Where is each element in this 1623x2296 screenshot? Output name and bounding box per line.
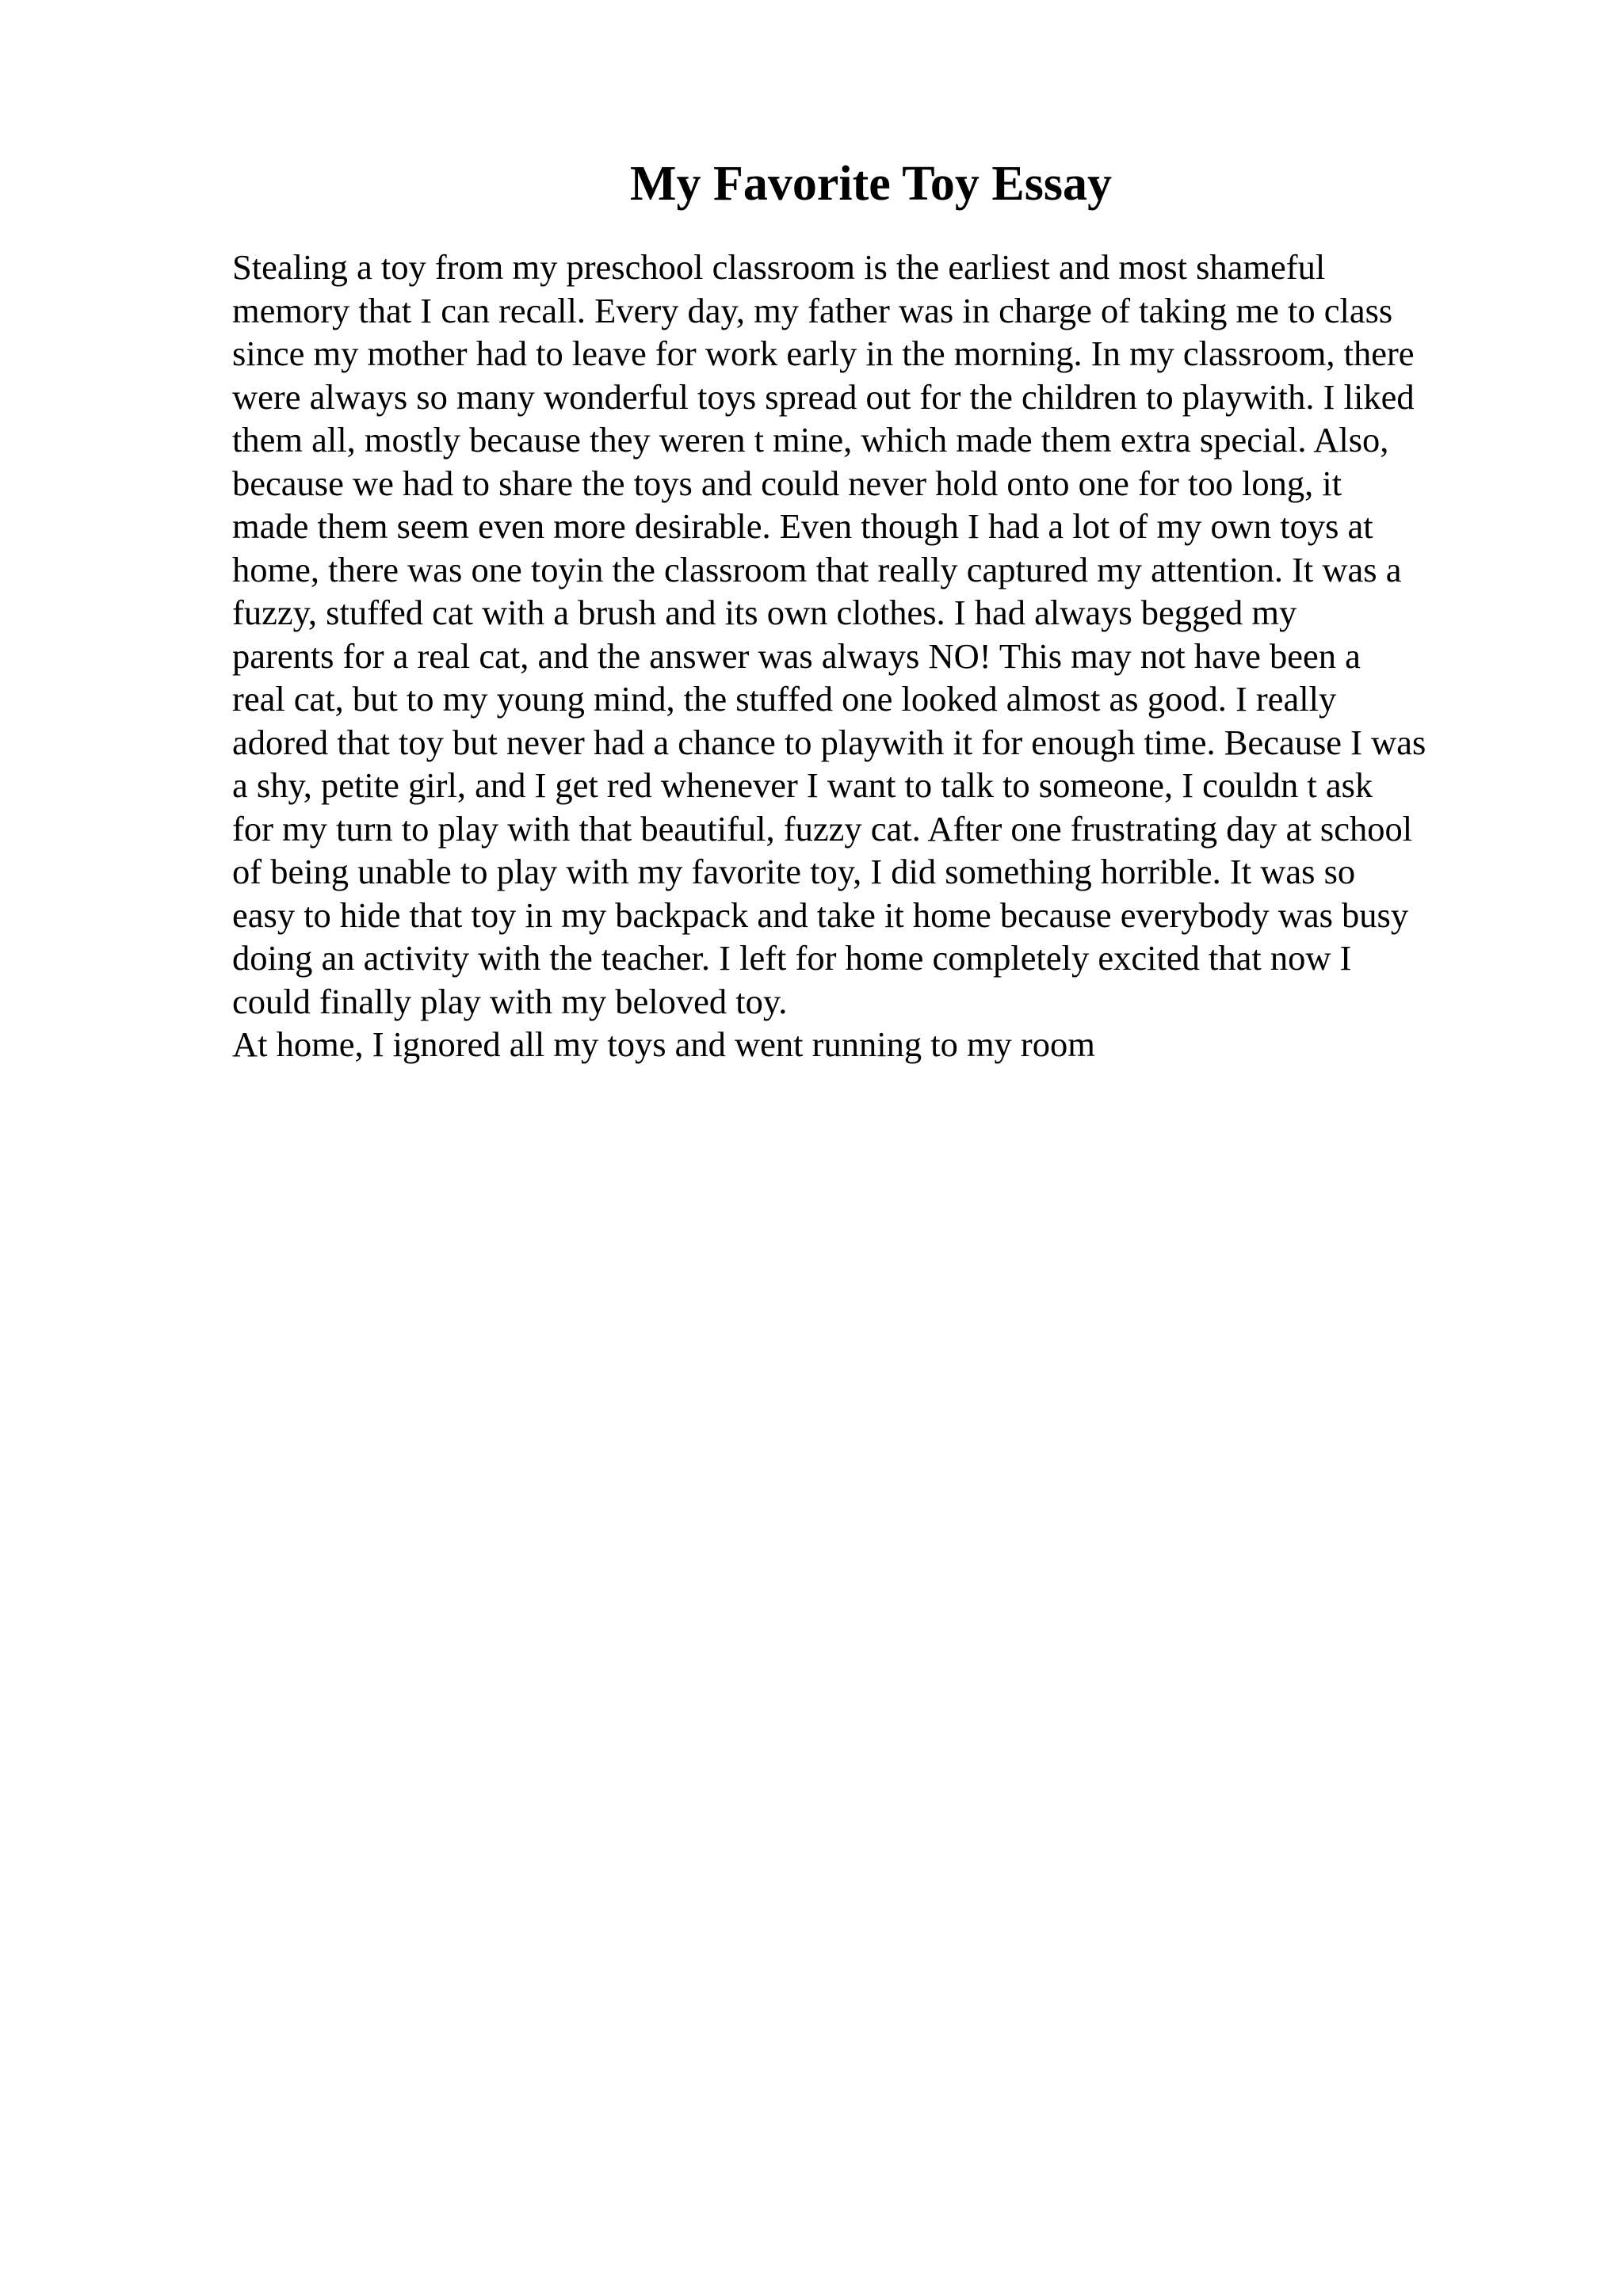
text-line: real cat, but to my young mind, the stuffed one looked almost as good. I really [232,679,1337,719]
text-line: easy to hide that toy in my backpack and take it home because everybody was busy [232,894,1409,935]
text-line: made them seem even more desirable. Even though I had a lot of my own toys at [232,506,1373,546]
text-line: home, there was one toyin the classroom that really captured my attention. It was a [232,549,1402,589]
text-line: parents for a real cat, and the answer was always NO! This may not have been a [232,635,1361,676]
text-line: them all, mostly because they weren t mine, which made them extra special. Also, [232,420,1389,460]
text-line: Stealing a toy from my preschool classroom is the earliest and most shameful [232,247,1326,287]
page-title: My Favorite Toy Essay [630,157,1112,211]
text-line: fuzzy, stuffed cat with a brush and its own clothes. I had always begged my [232,593,1297,632]
text-line: could finally play with my beloved toy. [232,981,788,1021]
text-line: adored that toy but never had a chance to playwith it for enough time. Because I was [232,722,1426,762]
text-line: At home, I ignored all my toys and went running to my room [232,1024,1095,1064]
text-line: of being unable to play with my favorite toy, I did something horrible. It was so [232,852,1356,891]
text-line: doing an activity with the teacher. I left for home completely excited that now I [232,938,1352,978]
text-line: because we had to share the toys and could never hold onto one for too long, it [232,463,1342,503]
text-line: for my turn to play with that beautiful, fuzzy cat. After one frustrating day at school [232,808,1413,849]
text-line: memory that I can recall. Every day, my father was in charge of taking me to class [232,290,1393,330]
text-line: a shy, petite girl, and I get red whenever I want to talk to someone, I couldn t ask [232,765,1373,805]
text-line: since my mother had to leave for work early in the morning. In my classroom, there [232,334,1415,373]
text-line: were always so many wonderful toys spread out for the children to playwith. I liked [232,376,1415,417]
essay-body [232,246,1532,1066]
